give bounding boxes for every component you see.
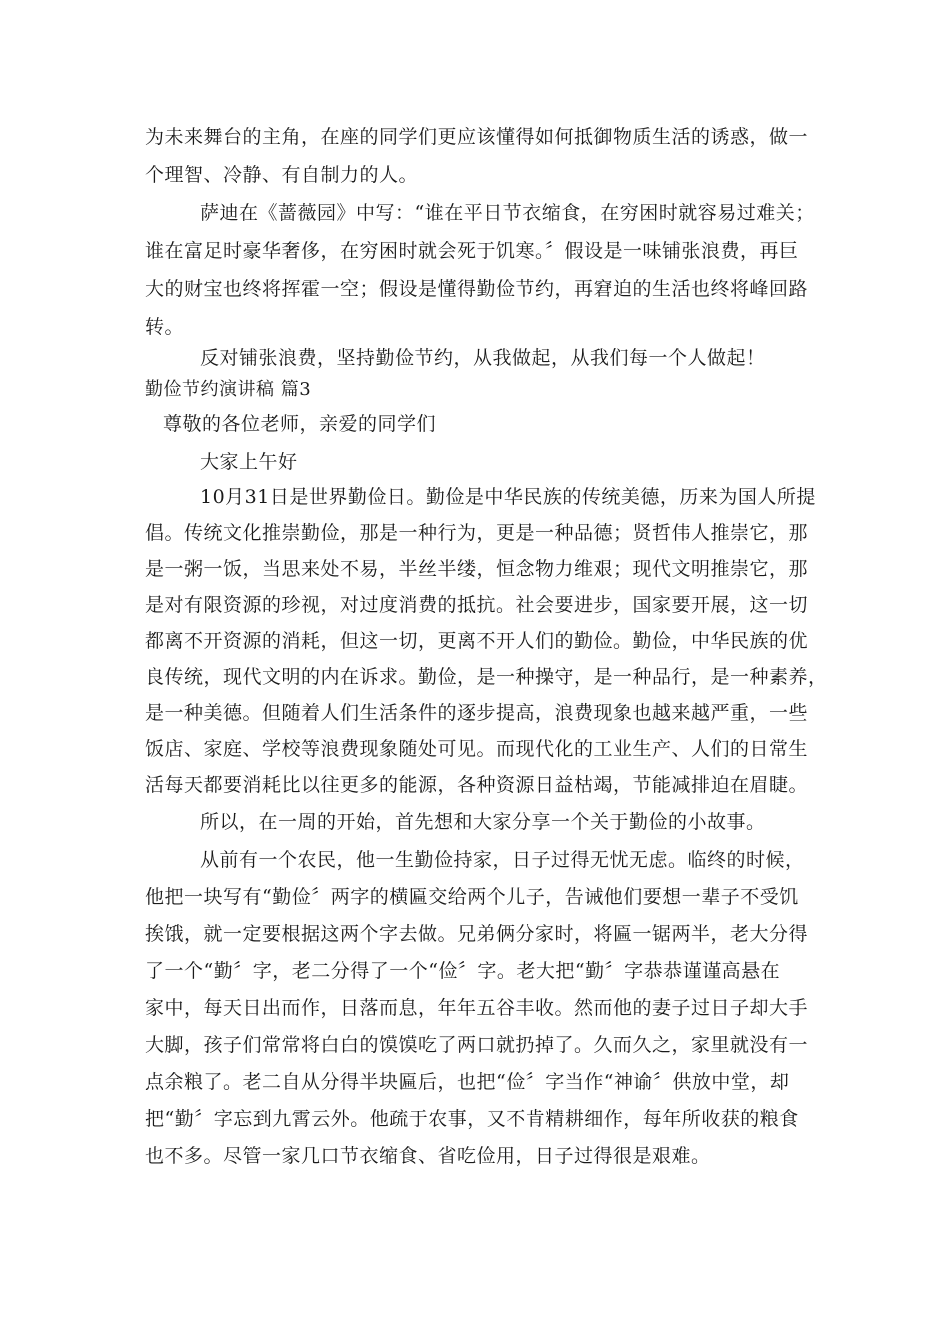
body-text-line: 饭店、家庭、学校等浪费现象随处可见。而现代化的工业生产、人们的日常生: [145, 738, 809, 760]
body-text-line: 都离不开资源的消耗，但这一切，更离不开人们的勤俭。勤俭，中华民族的优: [145, 630, 809, 652]
body-text-line: 是对有限资源的珍视，对过度消费的抵抗。社会要进步，国家要开展，这一切: [145, 594, 809, 616]
body-text-line: 了一个“勤〞字，老二分得了一个“俭〞字。老大把“勤〞字恭恭谨谨高悬在: [145, 960, 781, 982]
body-text-line: 为未来舞台的主角，在座的同学们更应该懂得如何抵御物质生活的诱惑，做一: [145, 126, 809, 148]
body-text-line: 点余粮了。老二自从分得半块匾后，也把“俭〞字当作“神谕〞供放中堂，却: [145, 1071, 790, 1093]
paragraph-first-line: 从前有一个农民，他一生勤俭持家，日子过得无忧无虑。临终的时候，: [200, 849, 805, 871]
body-text-line: 个理智、冷静、有自制力的人。: [145, 164, 419, 186]
body-text-line: 倡。传统文化推崇勤俭，那是一种行为，更是一种品德；贤哲伟人推崇它，那: [145, 522, 809, 544]
paragraph-first-line: 萨迪在《蔷薇园》中写：“谁在平日节衣缩食，在穷困时就容易过难关；: [200, 202, 815, 224]
body-text-line: 把“勤〞字忘到九霄云外。他疏于农事，又不肯精耕细作，每年所收获的粮食: [145, 1108, 799, 1130]
body-text-line: 大脚，孩子们常常将白白的馍馍吃了两口就扔掉了。久而久之，家里就没有一: [145, 1034, 809, 1056]
paragraph-first-line: 10月31日是世界勤俭日。勤俭是中华民族的传统美德，历来为国人所提: [200, 486, 816, 508]
section-heading: 勤俭节约演讲稿 篇3: [145, 379, 312, 400]
body-text-line: 谁在富足时豪华奢侈，在穷困时就会死于饥寒。〞假设是一味铺张浪费，再巨: [145, 240, 799, 262]
greeting-line: 大家上午好: [200, 451, 298, 473]
paragraph-first-line: 所以，在一周的开始，首先想和大家分享一个关于勤俭的小故事。: [200, 811, 766, 833]
body-text-line: 活每天都要消耗比以往更多的能源，各种资源日益枯竭，节能减排迫在眉睫。: [145, 774, 809, 796]
body-text-line: 大的财宝也终将挥霍一空；假设是懂得勤俭节约，再窘迫的生活也终将峰回路: [145, 278, 809, 300]
body-text-line: 是一粥一饭，当思来处不易，半丝半缕，恒念物力维艰；现代文明推崇它，那: [145, 558, 809, 580]
paragraph-first-line: 反对铺张浪费，坚持勤俭节约，从我做起，从我们每一个人做起！: [200, 347, 766, 369]
body-text-line: 挨饿，就一定要根据这两个字去做。兄弟俩分家时，将匾一锯两半，老大分得: [145, 923, 809, 945]
body-text-line: 也不多。尽管一家几口节衣缩食、省吃俭用，日子过得很是艰难。: [145, 1145, 711, 1167]
body-text-line: 良传统，现代文明的内在诉求。勤俭，是一种操守，是一种品行，是一种素养，: [145, 666, 828, 688]
body-text-line: 转。: [145, 316, 185, 338]
salutation-line: 尊敬的各位老师，亲爱的同学们: [163, 413, 437, 435]
body-text-line: 家中，每天日出而作，日落而息，年年五谷丰收。然而他的妻子过日子却大手: [145, 997, 809, 1019]
body-text-line: 他把一块写有“勤俭〞两字的横匾交给两个儿子，告诫他们要想一辈子不受饥: [145, 886, 799, 908]
body-text-line: 是一种美德。但随着人们生活条件的逐步提高，浪费现象也越来越严重，一些: [145, 702, 809, 724]
